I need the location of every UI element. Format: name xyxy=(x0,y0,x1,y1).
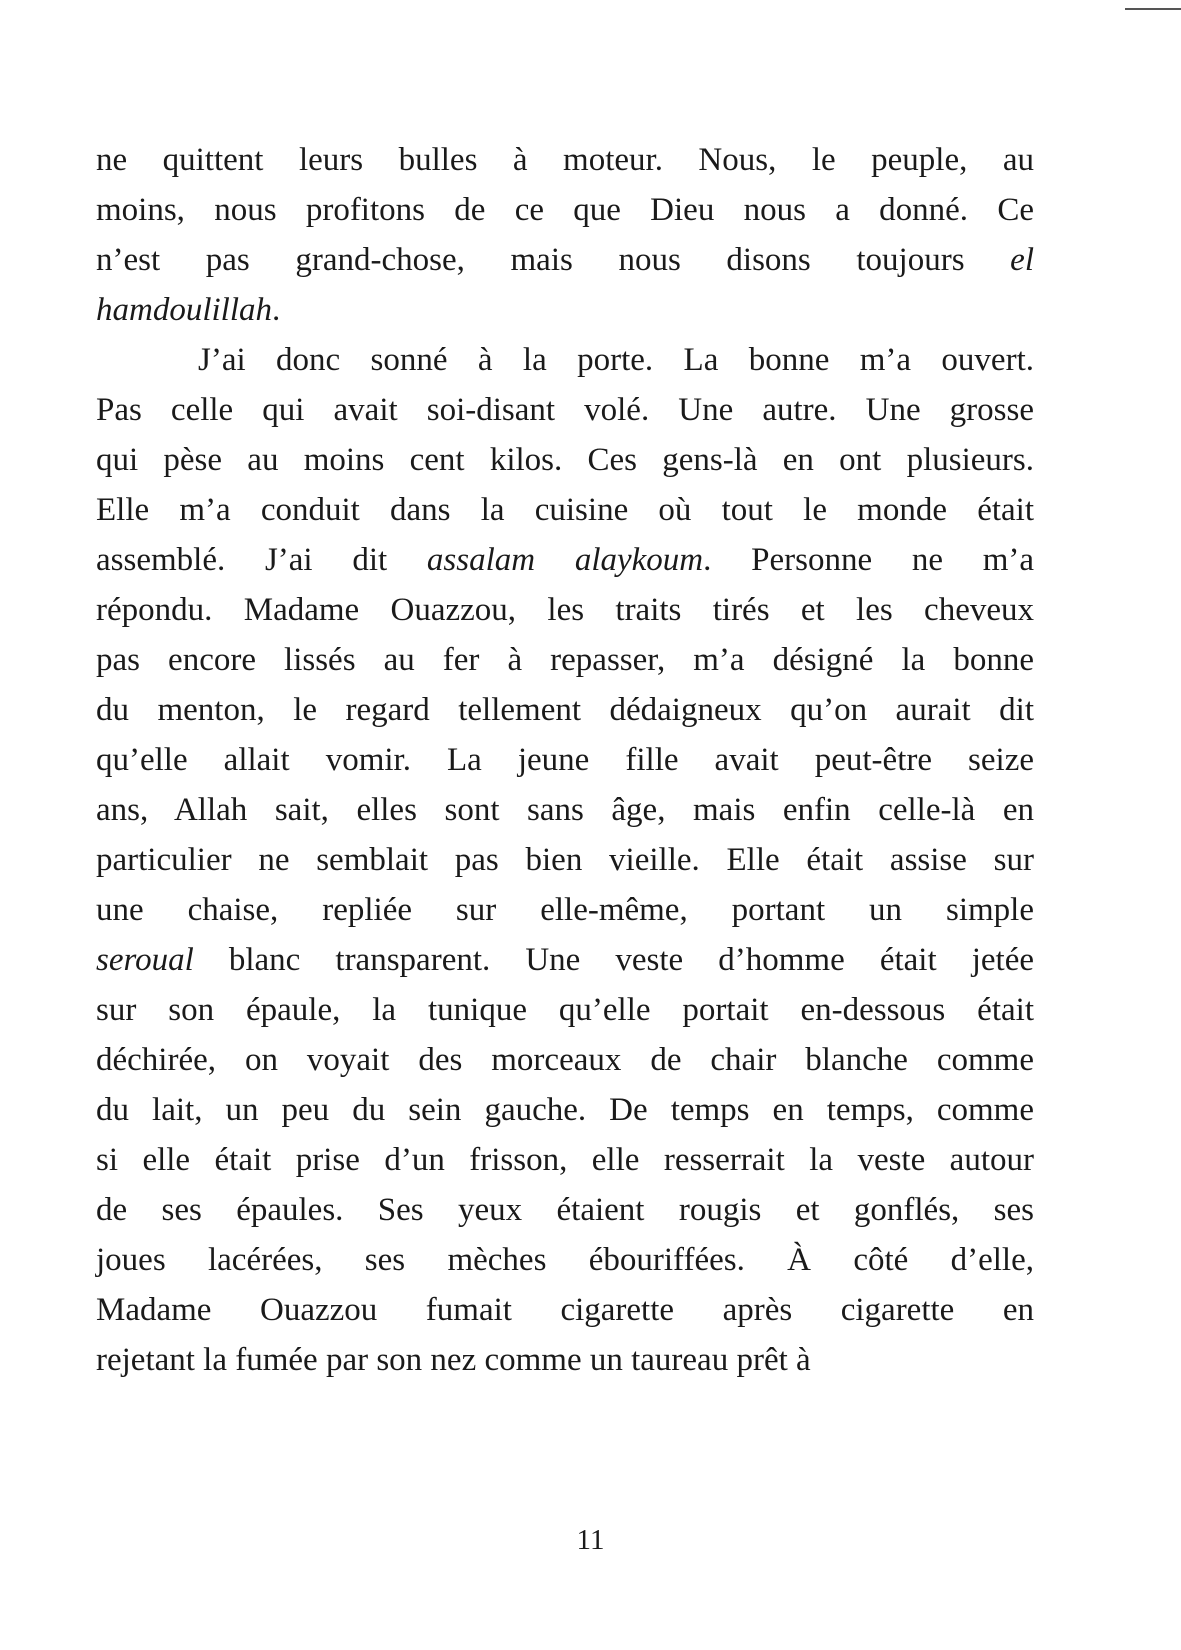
text-line xyxy=(96,785,1034,835)
text-run: . Personne ne m’a xyxy=(703,542,1035,578)
italic-text: el xyxy=(1010,242,1034,278)
text-run: du menton, le regard tellement dédaigneux qu’on aurait dit xyxy=(96,692,1034,728)
text-line xyxy=(96,885,1034,935)
text-run: blanc transparent. Une veste d’homme était jetée xyxy=(193,942,1034,978)
text-line xyxy=(96,1285,1034,1335)
text-run: J’ai donc sonné à la porte. La bonne m’a ouvert. xyxy=(198,342,1034,378)
text-line xyxy=(96,985,1034,1035)
text-run: n’est pas grand-chose, mais nous disons toujours xyxy=(96,242,1011,278)
text-line xyxy=(96,635,1034,685)
text-line xyxy=(96,935,1034,985)
text-line xyxy=(96,835,1034,885)
text-run: déchirée, on voyait des morceaux de chair blanche comme xyxy=(96,1042,1034,1078)
page-number: 11 xyxy=(576,1524,605,1556)
text-run: une chaise, repliée sur elle-même, portant un simple xyxy=(96,892,1034,928)
text-run: Elle m’a conduit dans la cuisine où tout le monde était xyxy=(96,492,1034,528)
text-run: de ses épaules. Ses yeux étaient rougis et gonflés, ses xyxy=(96,1192,1034,1228)
italic-text: assalam alaykoum xyxy=(426,542,704,578)
text-line xyxy=(96,1085,1034,1135)
text-run: qu’elle allait vomir. La jeune fille avait peut-être seize xyxy=(96,742,1034,778)
text-line xyxy=(96,185,1034,235)
text-run: ne quittent leurs bulles à moteur. Nous, le peuple, au xyxy=(96,142,1034,178)
italic-text: hamdoulillah xyxy=(96,292,273,328)
text-line xyxy=(96,435,1034,485)
text-line xyxy=(96,1035,1034,1085)
text-line xyxy=(96,585,1034,635)
text-run: Madame Ouazzou fumait cigarette après cigarette en xyxy=(96,1292,1034,1328)
paragraph xyxy=(96,335,1034,1385)
text-line xyxy=(96,285,1034,335)
paragraph xyxy=(96,135,1034,335)
text-line xyxy=(96,1135,1034,1185)
text-line xyxy=(96,485,1034,535)
scan-edge-mark xyxy=(1125,8,1181,10)
text-run: répondu. Madame Ouazzou, les traits tirés et les cheveux xyxy=(96,592,1034,628)
text-run: si elle était prise d’un frisson, elle resserrait la veste autour xyxy=(96,1142,1034,1178)
italic-text: seroual xyxy=(96,942,194,978)
text-line xyxy=(96,685,1034,735)
text-run: particulier ne semblait pas bien vieille. Elle était assise sur xyxy=(96,842,1034,878)
text-line xyxy=(96,735,1034,785)
text-run: moins, nous profitons de ce que Dieu nous a donné. Ce xyxy=(96,192,1034,228)
text-line xyxy=(96,235,1034,285)
text-run: sur son épaule, la tunique qu’elle portait en-dessous était xyxy=(96,992,1034,1028)
text-line xyxy=(96,385,1034,435)
text-run: du lait, un peu du sein gauche. De temps en temps, comme xyxy=(96,1092,1034,1128)
text-run: joues lacérées, ses mèches ébouriffées. À côté d’elle, xyxy=(96,1242,1034,1278)
text-run: pas encore lissés au fer à repasser, m’a désigné la bonne xyxy=(96,642,1034,678)
text-run: qui pèse au moins cent kilos. Ces gens-là en ont plusieurs. xyxy=(96,442,1034,478)
text-run: . xyxy=(272,292,281,328)
text-line xyxy=(96,535,1034,585)
text-line xyxy=(96,1185,1034,1235)
text-run: ans, Allah sait, elles sont sans âge, mais enfin celle-là en xyxy=(96,792,1034,828)
text-run: rejetant la fumée par son nez comme un taureau prêt à xyxy=(96,1342,811,1378)
text-line xyxy=(96,1235,1034,1285)
text-run: assemblé. J’ai dit xyxy=(96,542,427,578)
text-line xyxy=(96,1335,1034,1385)
text-line xyxy=(96,335,1034,385)
text-line xyxy=(96,135,1034,185)
body-text xyxy=(96,135,1034,1385)
text-run: Pas celle qui avait soi-disant volé. Une autre. Une grosse xyxy=(96,392,1034,428)
